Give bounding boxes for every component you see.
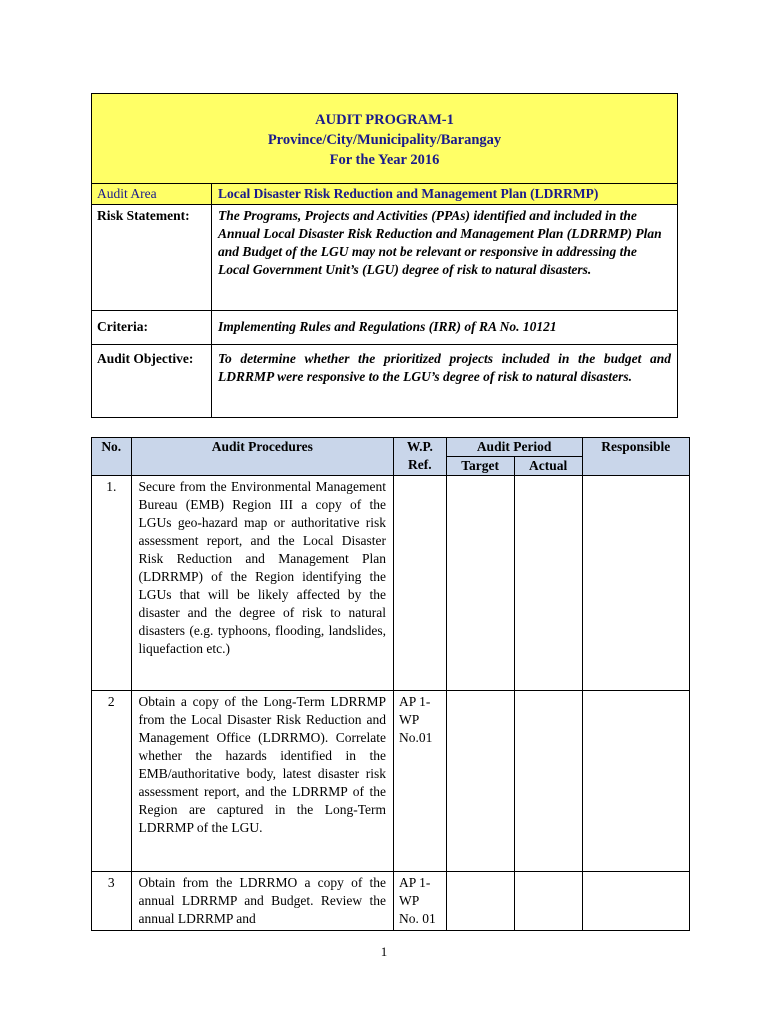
audit-procedures-table [91,437,690,931]
table-row [92,476,690,691]
header-audit-procedures: Audit Procedures [131,438,394,476]
target-cell [446,476,514,691]
audit-program-title [92,94,677,184]
criteria-label: Criteria: [92,311,212,344]
header-no: No. [92,438,132,476]
audit-header-block [91,93,678,418]
actual-cell [514,872,582,931]
audit-objective-label: Audit Objective: [92,345,212,417]
criteria-row [92,311,677,345]
header-actual: Actual [514,457,582,476]
row-number: 2 [92,691,132,872]
page-number: 1 [380,944,388,959]
responsible-cell [582,476,689,691]
wp-ref-cell [394,476,447,691]
audit-area-row [92,184,677,205]
table-row [92,691,690,872]
row-number: 1. [92,476,132,691]
title-line-3: For the Year 2016 [329,152,440,168]
header-wp-ref: W.P. Ref. [394,438,447,476]
wp-ref-cell: AP 1-WP No.01 [394,691,447,872]
risk-statement-value: The Programs, Projects and Activities (PPAs) identified and included in the Annual Local Disaster Risk Reduction and Management Plan (LDRRMP) Plan and Budget of the LGU may not be relevant or responsive in addressing the Local Government Unit’s (LGU) degree of risk to natural disasters. [218,208,662,277]
actual-cell [514,691,582,872]
responsible-cell [582,872,689,931]
title-line-2: Province/City/Municipality/Barangay [267,132,502,148]
risk-statement-label: Risk Statement: [92,205,212,310]
header-target: Target [446,457,514,476]
audit-area-value: Local Disaster Risk Reduction and Management Plan (LDRRMP) [218,186,599,201]
title-line-1: AUDIT PROGRAM-1 [315,112,454,128]
header-audit-period: Audit Period [446,438,582,457]
table-row [92,872,690,931]
procedure-text: Obtain a copy of the Long-Term LDRRMP from the Local Disaster Risk Reduction and Management Office (LDRRMO). Correlate whether the hazards identified in the EMB/authoritative body, latest disaster risk assessment report, and the LDRRMP of the Region are captured in the Long-Term LDRRMP of the LGU. [131,691,394,872]
actual-cell [514,476,582,691]
target-cell [446,872,514,931]
audit-objective-row [92,345,677,417]
criteria-value: Implementing Rules and Regulations (IRR) of RA No. 10121 [218,319,557,334]
audit-objective-value: To determine whether the prioritized projects included in the budget and LDRRMP were responsive to the LGU’s degree of risk to natural disasters. [218,351,671,384]
risk-statement-row [92,205,677,311]
procedure-text: Obtain from the LDRRMO a copy of the annual LDRRMP and Budget. Review the annual LDRRMP and [131,872,394,931]
header-responsible: Responsible [582,438,689,476]
target-cell [446,691,514,872]
responsible-cell [582,691,689,872]
row-number: 3 [92,872,132,931]
audit-area-label: Audit Area [92,184,212,204]
procedure-text: Secure from the Environmental Management Bureau (EMB) Region III a copy of the LGUs geo-hazard map or authoritative risk assessment report, and the Local Disaster Risk Reduction and Management Plan (LDRRMP) of the Region identifying the LGUs that will be likely affected by the disaster and the degree of risk to natural disasters (e.g. typhoons, flooding, landslides, liquefaction etc.) [131,476,394,691]
wp-ref-cell: AP 1-WP No. 01 [394,872,447,931]
